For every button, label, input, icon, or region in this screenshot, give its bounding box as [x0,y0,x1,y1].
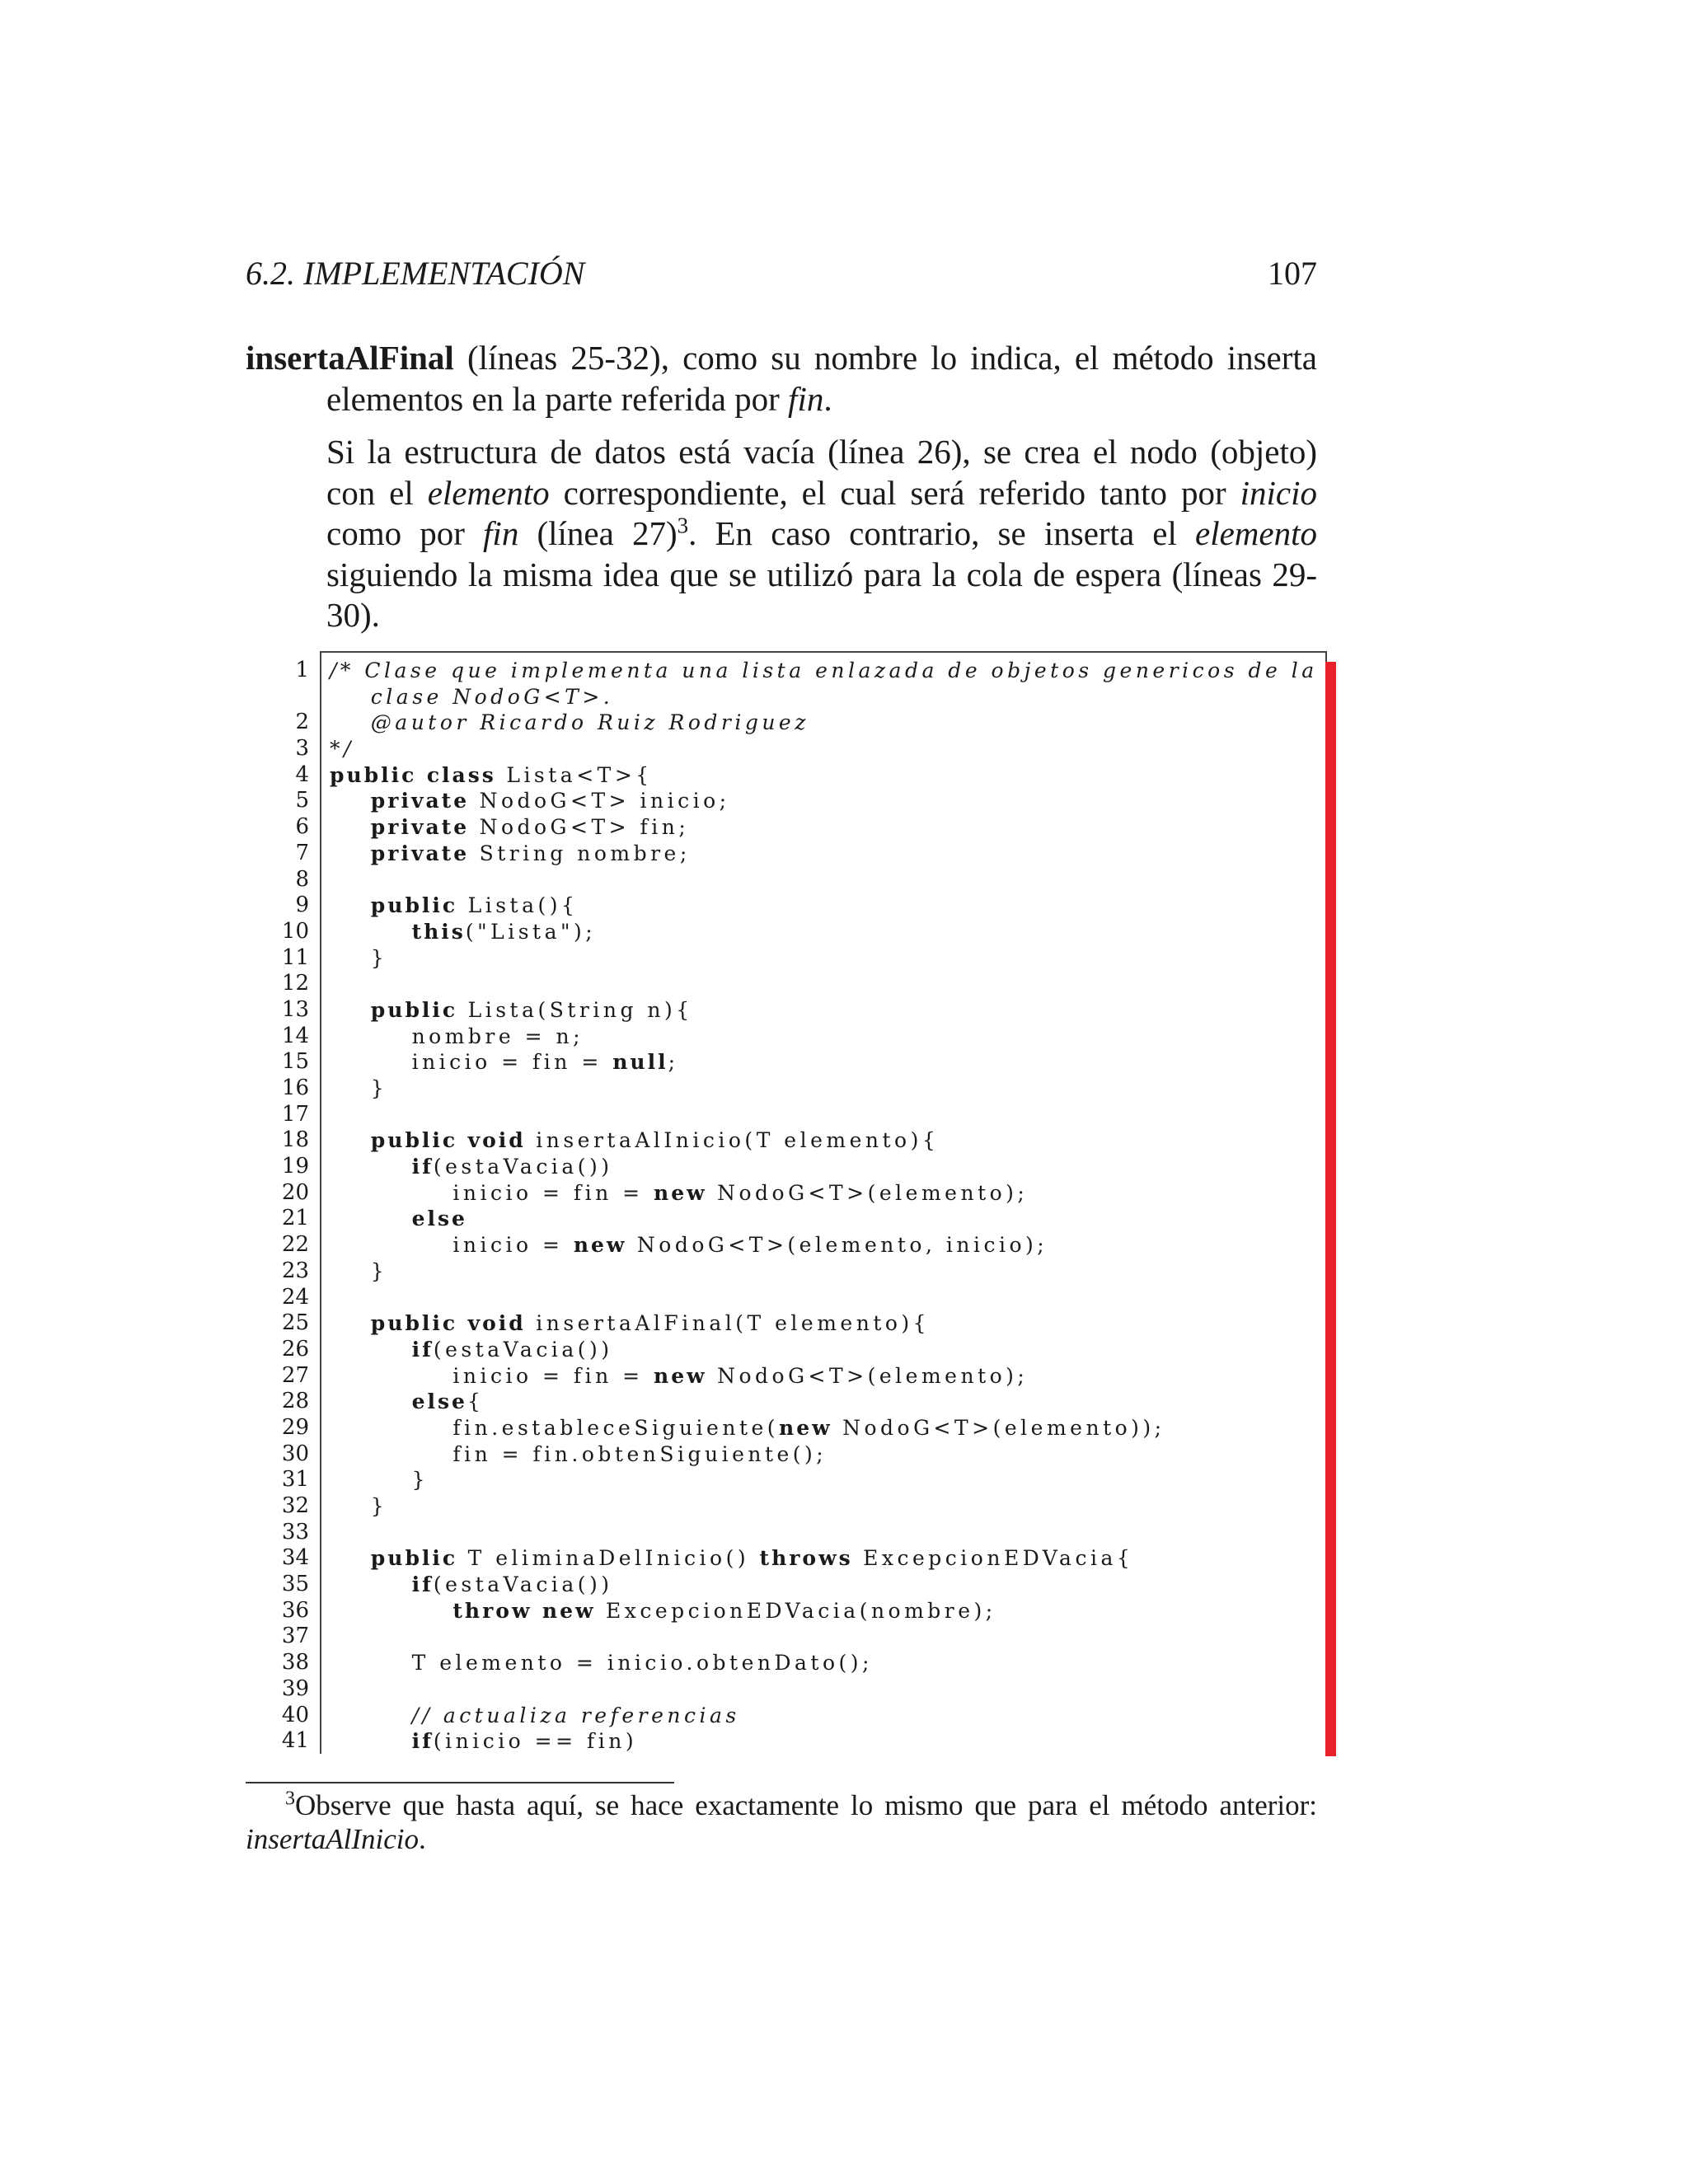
line-number: 12 [281,971,309,996]
code-listing [281,651,1327,1754]
code-text: } [330,1258,388,1283]
line-number: 32 [281,1493,309,1518]
line-number: 5 [295,788,309,813]
code-text: throw new ExcepcionEDVacia(nombre); [452,1598,996,1623]
code-line [281,1206,1325,1232]
page-header [246,254,1317,295]
line-number: 30 [281,1441,309,1466]
code-text: } [330,945,388,970]
code-text: inicio = fin = null; [330,1050,679,1075]
code-text: // actualiza referencias [330,1703,740,1727]
code-line [281,1728,1325,1755]
code-line [281,1232,1325,1258]
line-number: 37 [281,1624,309,1649]
code-text: fin = fin.obtenSiguiente(); [330,1441,828,1466]
code-line [295,710,1325,736]
line-number: 25 [281,1310,309,1336]
code-line [281,1493,1325,1520]
code-line [281,1389,1325,1415]
line-number: 22 [281,1232,309,1258]
footnote: $^3$Observe que hasta aquí, se hace exactamente lo mismo que para el método anterior: insertaAlInicio. [246,1788,1317,1855]
code-line [281,1179,1325,1207]
line-number: 10 [281,918,309,944]
code-text: public class Lista<T>{ [330,762,653,787]
footnote-text: Observe que hasta aquí, se hace exactamente lo mismo que para el método anterior: [295,1789,1317,1821]
code-text: fin.estableceSiguiente(new NodoG<T>(elemento)); [330,1415,1165,1440]
line-number: 31 [281,1467,309,1493]
code-line [281,1650,1325,1676]
line-number: 34 [281,1545,309,1571]
code-text: } [330,1076,388,1100]
line-number: 16 [281,1076,309,1100]
line-number: 41 [281,1728,309,1754]
line-number: 26 [281,1336,309,1361]
line-number: 4 [295,762,309,787]
code-text: public void insertaAlFinal(T elemento){ [370,1311,931,1336]
line-number: 8 [295,866,309,892]
line-number: 33 [281,1519,309,1544]
code-line [295,840,1325,867]
line-number: 7 [295,840,309,865]
code-text: this("Lista"); [411,919,597,944]
code-line [281,918,1325,945]
code-line [281,1154,1325,1180]
code-line [281,944,1325,972]
line-number: 38 [281,1650,309,1675]
line-number: 29 [281,1414,309,1440]
line-number: 28 [281,1389,309,1414]
line-number: 20 [281,1179,309,1205]
code-line [281,1519,1325,1546]
code-line [281,1101,1325,1128]
description-paragraph-2: Si la estructura de datos está vacía (línea 26), se crea el nodo (objeto) con el elemento correspondiente, el cual será referido tanto por inicio como por fin (línea 27)$^3$. En caso contrario, se inserta el elemento siguiendo la misma idea que se utilizó para la cola de espera (líneas 29-30). [326,433,1317,634]
line-number: 40 [281,1702,309,1727]
code-text: nombre = n; [330,1024,584,1048]
code-line [281,1023,1325,1050]
line-number: 17 [281,1101,309,1127]
code-text: public Lista(String n){ [370,997,693,1022]
code-line [281,1284,1325,1311]
code-line [281,1545,1325,1572]
line-number: 11 [281,944,309,970]
code-text: T elemento = inicio.obtenDato(); [330,1651,873,1675]
code-line [295,814,1325,841]
code-line [281,1049,1325,1076]
line-number: 1 [295,658,309,682]
code-line [281,1441,1325,1468]
code-text: /* Clase que implementa una lista enlazada de objetos genericos de la [330,658,1318,682]
code-line [281,1597,1325,1624]
code-text: else{ [411,1390,485,1414]
line-number: 39 [281,1675,309,1701]
line-number: 36 [281,1597,309,1623]
code-text: public void insertaAlInicio(T elemento){ [370,1128,940,1153]
page-number: 107 [1268,255,1317,292]
code-line [281,1467,1325,1493]
line-number: 35 [281,1572,309,1597]
code-text: clase NodoG<T>. [330,684,614,709]
footnote-mark: 3 [285,1788,295,1810]
code-line [281,1127,1325,1154]
code-text: @autor Ricardo Ruiz Rodriguez [330,710,809,735]
description-paragraph-1: insertaAlFinal (líneas 25-32), como su nombre lo indica, el método inserta elementos en la parte referida por fin. [246,339,1317,418]
code-text: if(estaVacia()) [411,1337,613,1361]
code-line [295,866,1325,893]
line-number: 18 [281,1127,309,1153]
code-line [295,736,1325,762]
code-text: if(inicio == fin) [411,1729,638,1754]
line-number: 6 [295,814,309,840]
code-line [281,1675,1325,1703]
code-line [281,971,1325,997]
line-number: 9 [295,893,309,918]
method-term: insertaAlFinal [246,339,454,377]
code-line [281,1076,1325,1102]
accent-bar [1325,662,1336,1756]
code-line [281,1362,1325,1390]
line-number: 15 [281,1049,309,1075]
line-number: 13 [281,996,309,1022]
code-text: */ [330,737,354,762]
code-line [281,1702,1325,1729]
code-text: private String nombre; [370,841,691,865]
code-line [295,762,1325,789]
line-number: 3 [295,736,309,762]
line-number: 23 [281,1258,309,1283]
code-text: if(estaVacia()) [411,1572,613,1597]
code-line [321,684,1325,710]
code-line [281,1624,1325,1650]
code-line [281,1414,1325,1441]
line-number: 19 [281,1154,309,1179]
line-number: 14 [281,1023,309,1048]
code-text: if(estaVacia()) [411,1155,613,1179]
line-number: 24 [281,1284,309,1310]
code-text: } [330,1494,388,1518]
code-text: private NodoG<T> inicio; [370,789,730,813]
code-lines [281,658,1325,1755]
code-line [281,1258,1325,1285]
line-number: 21 [281,1206,309,1231]
footnote-emphasis: insertaAlInicio [246,1823,419,1855]
code-line [281,1572,1325,1598]
footnote-rule [246,1782,674,1783]
code-line [281,1336,1325,1363]
code-text: inicio = new NodoG<T>(elemento, inicio); [330,1233,1048,1258]
line-number: 2 [295,710,309,735]
code-line [295,893,1325,919]
method-description [246,338,1317,636]
code-line [281,1310,1325,1337]
section-title: 6.2. IMPLEMENTACIÓN [246,255,585,292]
footnote-reference: 3 [677,513,689,538]
code-text: public T eliminaDelInicio() throws ExcepcionEDVacia{ [370,1546,1134,1571]
code-line [281,996,1325,1024]
code-text: inicio = fin = new NodoG<T>(elemento); [330,1180,1029,1205]
code-text: inicio = fin = new NodoG<T>(elemento); [330,1363,1029,1388]
code-line [295,788,1325,814]
code-text: private NodoG<T> fin; [370,815,690,840]
code-text: } [330,1468,429,1493]
code-text: else [411,1207,467,1231]
line-number: 27 [281,1362,309,1388]
code-text: public Lista(){ [370,893,579,918]
code-line [295,658,1325,684]
